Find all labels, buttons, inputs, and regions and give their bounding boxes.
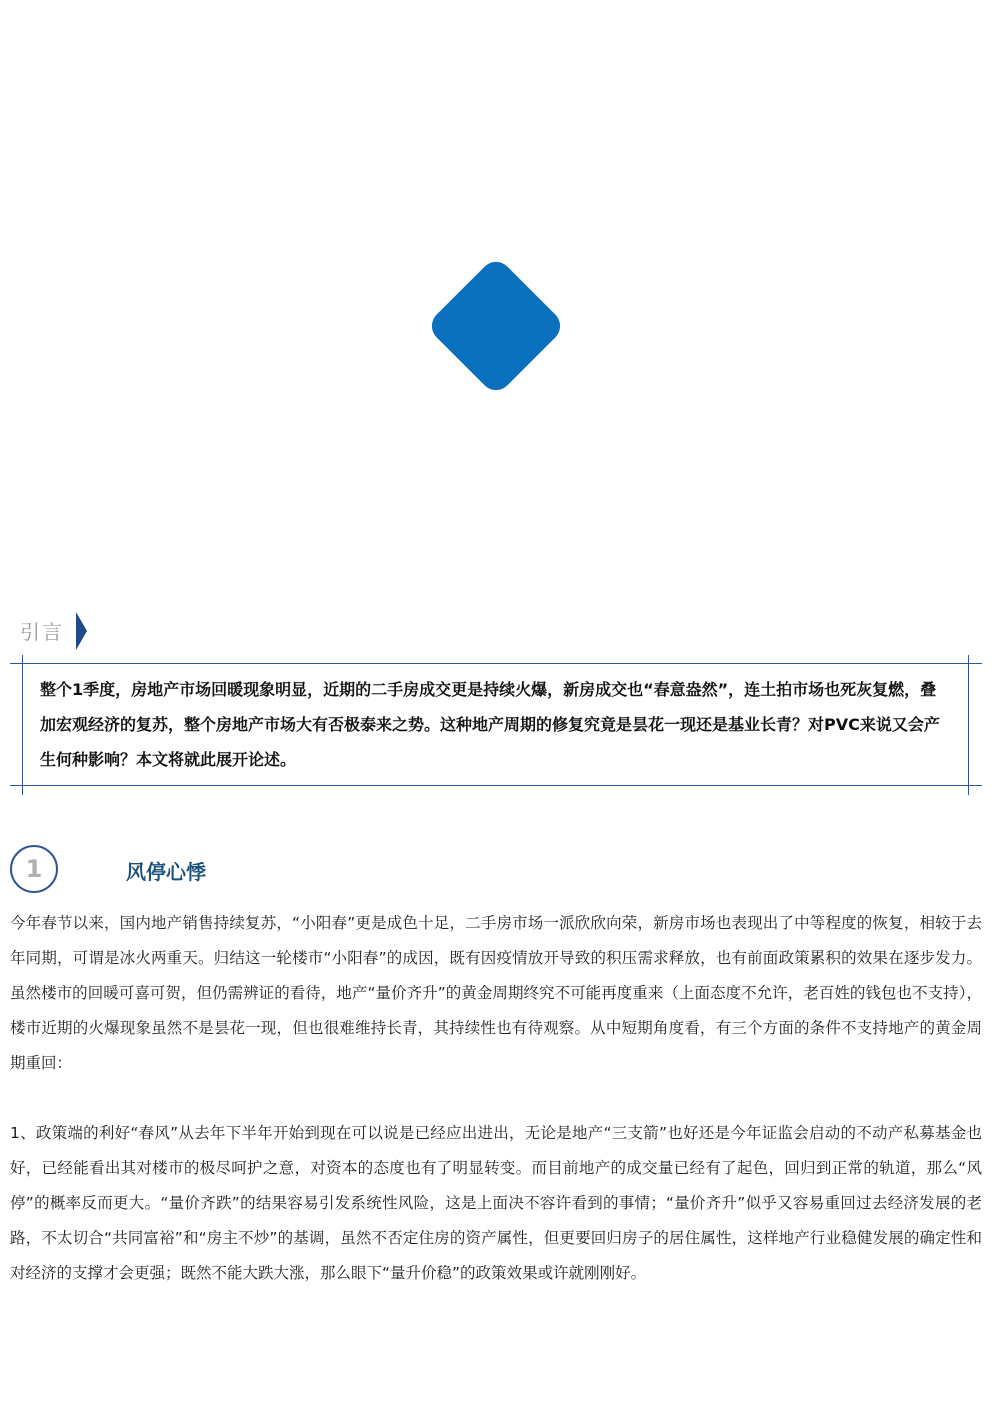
arrow-right-icon (76, 612, 87, 650)
section-title: 风停心悸 (126, 860, 206, 884)
section-number-badge: 1 (10, 845, 58, 893)
intro-text: 整个1季度，房地产市场回暖现象明显，近期的二手房成交更是持续火爆，新房成交也“春意盎然”，连土拍市场也死灰复燃，叠加宏观经济的复苏，整个房地产市场大有否极泰来之势。这种地产周期的修复究竟是昙花一现还是基业长青？对PVC来说又会产生何种影响？本文将就此展开论述。 (40, 680, 940, 769)
body-paragraph: 1、政策端的利好“春风”从去年下半年开始到现在可以说是已经应出进出，无论是地产“三支箭”也好还是今年证监会启动的不动产私募基金也好，已经能看出其对楼市的极尽呵护之意，对资本的态度也有了明显转变。而目前地产的成交量已经有了起色，回归到正常的轨道，那么“风停”的概率反而更大。“量价齐跌”的结果容易引发系统性风险，这是上面决不容许看到的事情；“量价齐升”似乎又容易重回过去经济发展的老路，不太切合“共同富裕”和“房主不炒”的基调，虽然不否定住房的资产属性，但更要回归房子的居住属性，这样地产行业稳健发展的确定性和对经济的支撑才会更强；既然不能大跌大涨，那么眼下“量升价稳”的政策效果或许就刚刚好。 (10, 1124, 982, 1282)
intro-box-top-line (10, 663, 982, 664)
body-paragraph: 今年春节以来，国内地产销售持续复苏，“小阳春”更是成色十足，二手房市场一派欣欣向荣，新房市场也表现出了中等程度的恢复，相较于去年同期，可谓是冰火两重天。归结这一轮楼市“小阳春”的成因，既有因疫情放开导致的积压需求释放，也有前面政策累积的效果在逐步发力。虽然楼市的回暖可喜可贺，但仍需辨证的看待，地产“量价齐升”的黄金周期终究不可能再度重来（上面态度不允许，老百姓的钱包也不支持），楼市近期的火爆现象虽然不是昙花一现，但也很难维持长青，其持续性也有待观察。从中短期角度看，有三个方面的条件不支持地产的黄金周期重回： (10, 914, 982, 1072)
intro-label: 引言 (20, 620, 64, 644)
intro-box-right-line (968, 655, 969, 795)
diamond-logo-icon (425, 255, 566, 396)
intro-box-left-line (22, 655, 23, 795)
intro-box-bottom-line (10, 785, 982, 786)
